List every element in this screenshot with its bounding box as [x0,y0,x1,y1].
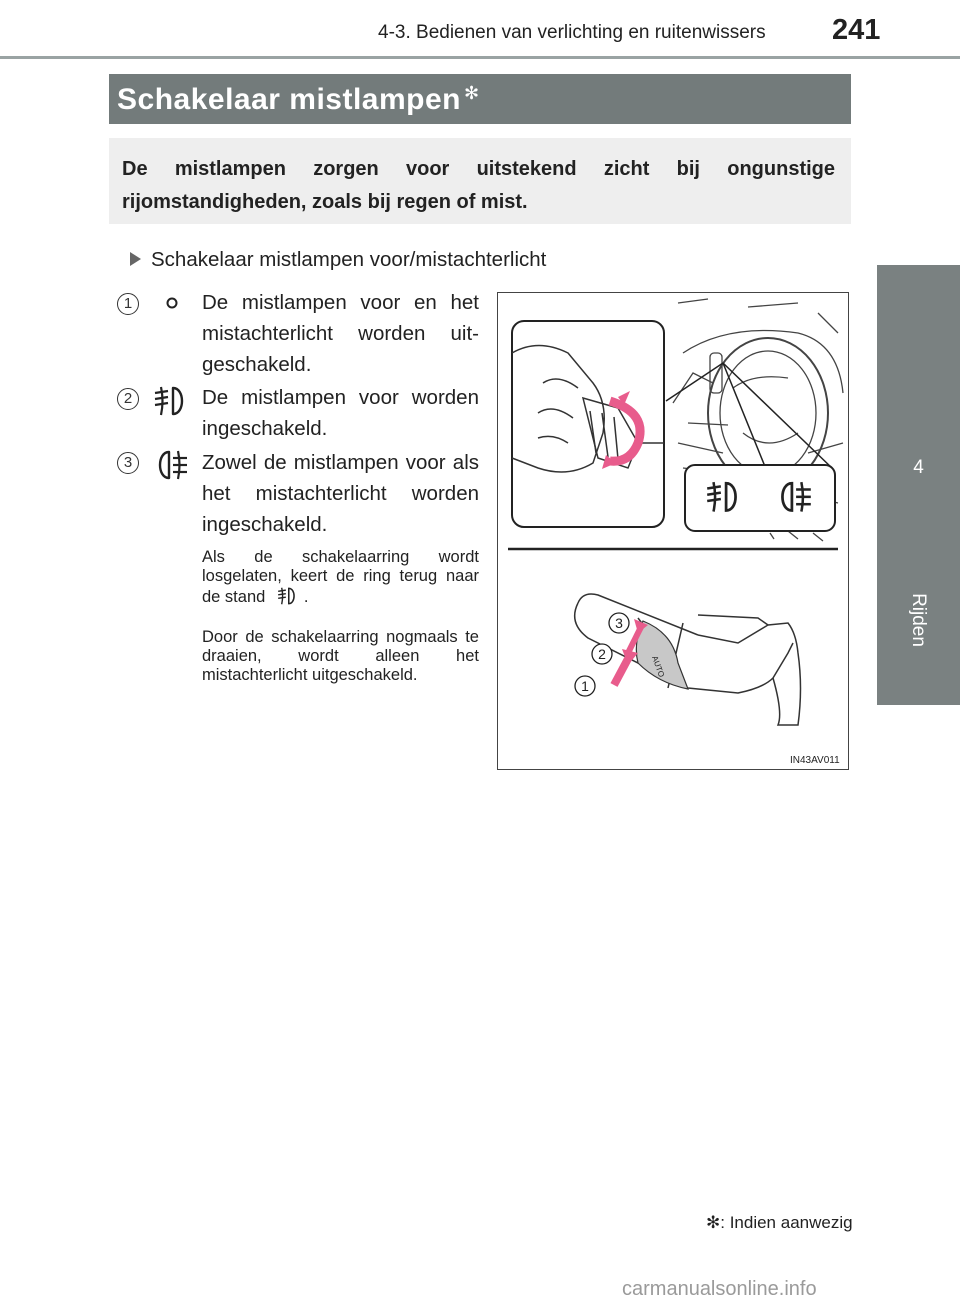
fog-switch-illustration [497,292,849,770]
section-title-bar [109,74,851,124]
watermark: carmanualsonline.info [622,1278,817,1300]
intro-box [109,138,851,224]
illustration-code: IN43AV011 [790,755,840,766]
footnote-text: : Indien aanwezig [720,1213,853,1232]
rear-fog-lamp-icon [151,448,191,482]
header-rule [0,56,960,59]
subheading-text: Schakelaar mistlampen voor/mistachterlicht [151,248,547,271]
footnote-marker: ✻ [706,1213,721,1232]
front-fog-lamp-icon [151,384,189,418]
note-ring-release-text: Als de schakelaarring wordt losgelaten, keert de ring terug naar de stand [202,548,479,606]
subheading [130,248,546,272]
item-text-1: De mistlampen voor en het mistachterlicht worden uitgeschakeld. [202,291,479,376]
callout-3: 3 [615,615,623,631]
optional-marker: ✻ [464,83,480,103]
callout-2: 2 [598,646,606,662]
item-number-1: 1 [117,293,139,315]
callout-1: 1 [581,678,589,694]
note-ring-release [202,548,479,607]
front-fog-lamp-inline-icon [274,586,300,606]
footnote [706,1213,853,1233]
item-number-3: 3 [117,452,139,474]
chapter-number: 4 [913,457,924,478]
chapter-label-text: Rijden [908,593,929,647]
section-title-text: Schakelaar mistlampen [117,83,462,116]
item-text-2: De mistlampen voor worden ingeschakeld. [202,386,479,440]
section-header: 4-3. Bedienen van verlichting en ruitenwissers [378,22,766,43]
section-title [117,83,480,117]
item-number-2: 2 [117,388,139,410]
bullet-triangle-icon [130,252,141,266]
note-ring-turn: Door de schakelaarring nogmaals te draaien, wordt alleen het mistachterlicht uitgeschakeld. [202,628,479,684]
off-circle-icon [162,293,182,313]
lever-auto-label: AUTO [650,654,667,679]
note-ring-release-end: . [303,588,309,606]
fog-switch-drawing [498,293,848,769]
intro-text: De mistlampen zorgen voor uitstekend zicht bij ongunstige rijomstandigheden, zoals bij regen of mist. [122,158,835,213]
item-text-3: Zowel de mistlampen voor als het mistachterlicht worden ingeschakeld. [202,451,479,536]
page-number: 241 [832,14,881,46]
chapter-label [877,560,960,680]
